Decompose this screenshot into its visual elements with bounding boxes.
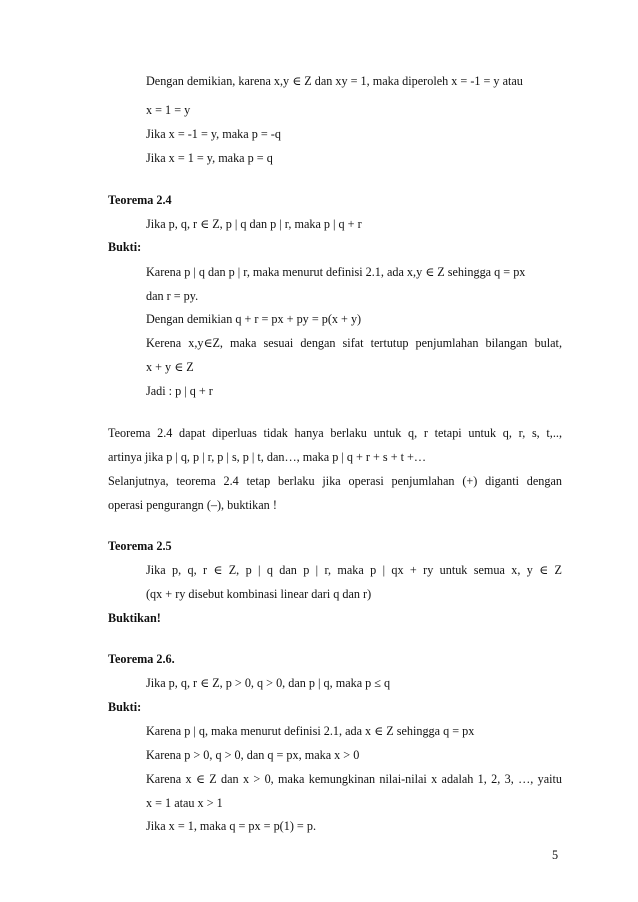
page-number: 5	[552, 848, 559, 862]
proof-line: dan r = py.	[146, 289, 199, 303]
proof-line: Dengan demikian q + r = px + py = p(x + y)	[146, 312, 362, 326]
text-line: Jika x = -1 = y, maka p = -q	[146, 127, 281, 141]
theorem-title: Teorema 2.6.	[108, 652, 175, 666]
proof-line: Karena p | q dan p | r, maka menurut definisi 2.1, ada x,y ∈ Z sehingga q = px	[146, 265, 526, 279]
text-line: Dengan demikian, karena x,y ∈ Z dan xy = 1, maka diperoleh x = -1 = y atau	[146, 74, 523, 88]
theorem-note: (qx + ry disebut kombinasi linear dari q dan r)	[146, 587, 372, 601]
theorem-statement: Jika p, q, r ∈ Z, p | q dan p | r, maka p | qx + ry untuk semua x, y ∈ Z	[146, 563, 562, 577]
proof-line: Karena p > 0, q > 0, dan q = px, maka x > 0	[146, 748, 360, 762]
proof-label: Bukti:	[108, 240, 142, 254]
proof-line: Jika x = 1, maka q = px = p(1) = p.	[146, 819, 316, 833]
theorem-statement: Jika p, q, r ∈ Z, p > 0, q > 0, dan p | q, maka p ≤ q	[146, 676, 391, 690]
proof-label: Bukti:	[108, 700, 142, 714]
paragraph-line: artinya jika p | q, p | r, p | s, p | t, dan…, maka p | q + r + s + t +…	[108, 450, 427, 464]
proof-line: x = 1 atau x > 1	[146, 796, 223, 810]
proof-label: Buktikan!	[108, 611, 161, 625]
proof-line: x + y ∈ Z	[146, 360, 194, 374]
theorem-title: Teorema 2.5	[108, 539, 172, 553]
paragraph-line: Selanjutnya, teorema 2.4 tetap berlaku jika operasi penjumlahan (+) diganti dengan	[108, 474, 562, 488]
proof-line: Karena p | q, maka menurut definisi 2.1, ada x ∈ Z sehingga q = px	[146, 724, 475, 738]
proof-line: Kerena x,y∈Z, maka sesuai dengan sifat tertutup penjumlahan bilangan bulat,	[146, 336, 562, 350]
proof-line: Karena x ∈ Z dan x > 0, maka kemungkinan nilai-nilai x adalah 1, 2, 3, …, yaitu	[146, 772, 562, 786]
paragraph-line: Teorema 2.4 dapat diperluas tidak hanya berlaku untuk q, r tetapi untuk q, r, s, t,..,	[108, 426, 562, 440]
theorem-statement: Jika p, q, r ∈ Z, p | q dan p | r, maka p | q + r	[146, 217, 362, 231]
text-line: Jika x = 1 = y, maka p = q	[146, 151, 273, 165]
proof-line: Jadi : p | q + r	[146, 384, 213, 398]
text-line: x = 1 = y	[146, 103, 191, 117]
theorem-title: Teorema 2.4	[108, 193, 172, 207]
paragraph-line: operasi pengurangn (–), buktikan !	[108, 498, 277, 512]
